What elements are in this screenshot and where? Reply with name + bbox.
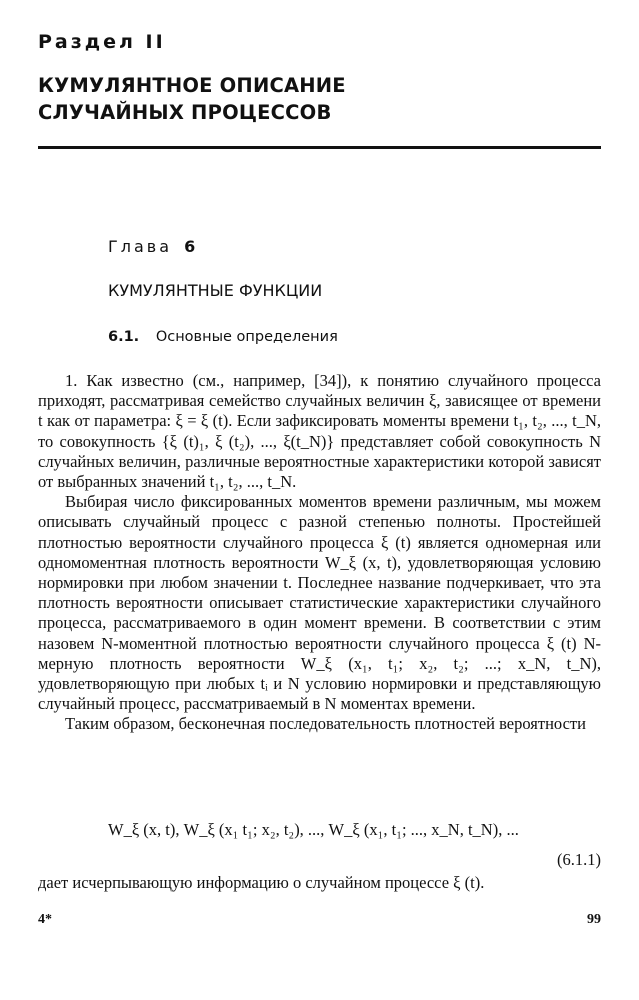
signature-mark: 4*: [38, 912, 52, 927]
chapter-word: Глава: [108, 237, 173, 256]
horizontal-rule: [38, 146, 601, 149]
section-title: Основные определения: [155, 329, 338, 345]
part-title-line-2: СЛУЧАЙНЫХ ПРОЦЕССОВ: [38, 101, 332, 124]
body-text: [38, 371, 601, 735]
page-number: 99: [587, 912, 601, 927]
paragraph-2: Выбирая число фиксированных моментов времени различным, мы можем описывать случайный процесс с разной степенью полноты. Простейшей плотностью вероятности случайного процесса ξ (t) является одномерная или одномоментная плотность вероятности W_ξ (x, t), удовлетворяющая условию нормировки при любом значении t. Последнее название подчеркивает, что эта плотность вероятности описывает статистические характеристики случайного процесса, рассматриваемого в один момент времени. В соответствии с этим назовем N-моментной плотностью вероятности случайного процесса ξ (t) N-мерную плотность вероятности W_ξ (x₁, t₁; x₂, t₂; ...; x_N, t_N), удовлетворяющую при любых tᵢ и N условию нормировки и представляющую случайный процесс, рассматриваемый в N моментах времени.: [38, 492, 601, 714]
section-label: Раздел II: [38, 31, 166, 53]
chapter-title: КУМУЛЯНТНЫЕ ФУНКЦИИ: [108, 281, 323, 300]
equation-number: (6.1.1): [557, 850, 601, 869]
chapter-number: 6: [184, 237, 196, 256]
section-heading: [108, 329, 338, 345]
paragraph-3: Таким образом, бесконечная последовательность плотностей вероятности: [65, 714, 586, 734]
paragraph-continuation: дает исчерпывающую информацию о случайном процессе ξ (t).: [38, 873, 485, 892]
paragraph-1: 1. Как известно (см., например, [34]), к понятию случайного процесса приходят, рассматривая семейство случайных величин ξ, зависящее от времени t как от параметра: ξ = ξ (t). Если зафиксировать моменты времени t₁, t₂, ..., t_N, то совокупность {ξ (t)₁, ξ (t₂), ..., ξ(t_N)} представляет собой совокупность N случайных величин, различные вероятностные характеристики которой зависят от выбранных значений t₁, t₂, ..., t_N.: [38, 371, 601, 492]
formula-expression: W_ξ (x, t), W_ξ (x₁ t₁; x₂, t₂), ..., W_ξ (x₁, t₁; ..., x_N, t_N), ...: [108, 820, 519, 839]
part-title-line-1: КУМУЛЯНТНОЕ ОПИСАНИЕ: [38, 74, 346, 97]
part-title: [38, 72, 346, 126]
chapter-label: [108, 237, 195, 256]
section-number: 6.1.: [108, 329, 140, 345]
